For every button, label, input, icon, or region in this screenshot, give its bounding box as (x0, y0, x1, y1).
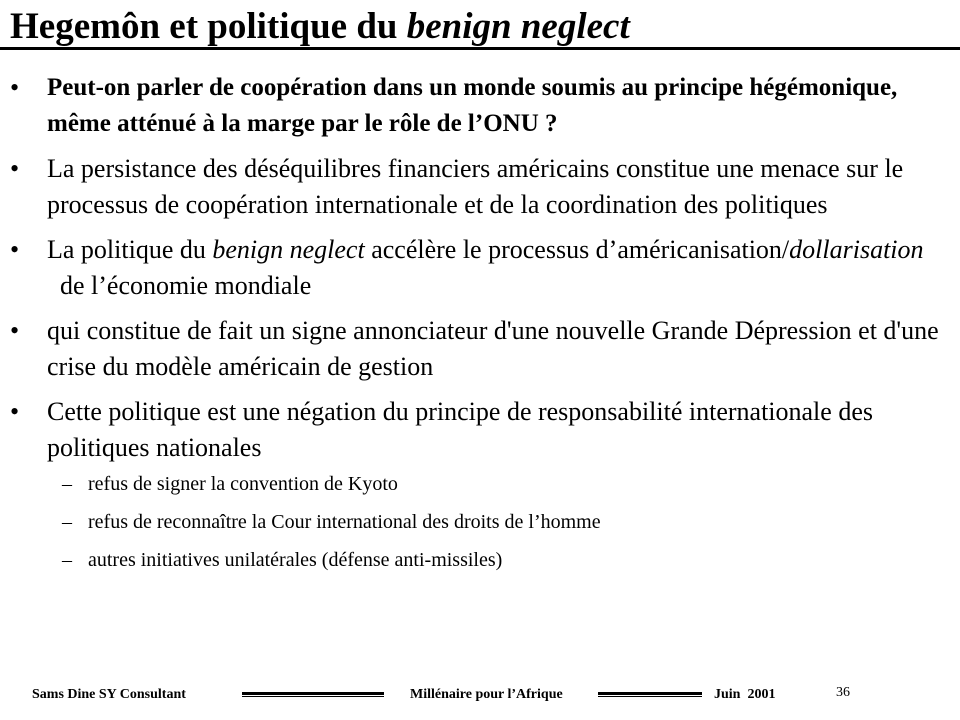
sub-item-2 (0, 508, 960, 546)
page-number: 36 (836, 685, 850, 700)
bullet-item-4 (0, 313, 960, 385)
bullet-text-3 (47, 232, 946, 304)
footer-author: Sams Dine SY Consultant (32, 687, 186, 702)
bullet-text-1: Peut-on parler de coopération dans un monde soumis au principe hégémonique, même atténué à la marge par le rôle de l’ONU ? (47, 74, 898, 137)
sub-text-2: refus de reconnaître la Cour international des droits de l’homme (88, 511, 601, 533)
bullet-text-2: La persistance des déséquilibres financiers américains constitue une menace sur le processus de coopération internationale et de la coordination des politiques (47, 154, 904, 219)
bullet-3-italic-2: dollarisation (789, 235, 924, 264)
sub-text-3: autres initiatives unilatérales (défense anti-missiles) (88, 549, 503, 571)
bullet-text-4: qui constitue de fait un signe annonciateur d'une nouvelle Grande Dépression et d'une crise du modèle américain de gestion (47, 316, 939, 381)
bullet-dot: • (10, 73, 20, 102)
bullet-dot: • (10, 235, 20, 264)
footer-rule-right (598, 692, 702, 697)
footer-date: Juin 2001 (714, 687, 776, 702)
sub-dash: – (62, 473, 72, 495)
sub-dash: – (62, 549, 72, 571)
bullet-list (0, 70, 960, 584)
bullet-item-1 (0, 70, 960, 142)
title-underline (0, 47, 960, 50)
bullet-dot: • (10, 154, 20, 183)
bullet-3-italic-1: benign neglect (212, 235, 365, 264)
bullet-3-part-3: de l’économie mondiale (47, 271, 312, 300)
bullet-3-part-1: La politique du (47, 235, 213, 264)
footer-rule-left (242, 692, 384, 697)
bullet-dot: • (10, 397, 20, 426)
bullet-text-5: Cette politique est une négation du principe de responsabilité internationale des politiques nationales (47, 397, 873, 462)
title-italic: benign neglect (406, 6, 630, 47)
title-plain: Hegemôn et politique du (10, 6, 407, 47)
sub-item-1 (0, 470, 960, 508)
sub-dash: – (62, 511, 72, 533)
slide-footer (0, 682, 960, 712)
sub-item-3 (0, 546, 960, 584)
bullet-item-2 (0, 151, 960, 223)
bullet-dot: • (10, 316, 20, 345)
bullet-3-part-2: accélère le processus d’américanisation/ (364, 235, 790, 264)
bullet-item-3 (0, 232, 960, 304)
footer-center: Millénaire pour l’Afrique (410, 687, 563, 702)
sub-bullet-list (0, 470, 960, 584)
slide-title (10, 4, 630, 50)
sub-text-1: refus de signer la convention de Kyoto (88, 473, 398, 495)
bullet-item-5 (0, 394, 960, 466)
